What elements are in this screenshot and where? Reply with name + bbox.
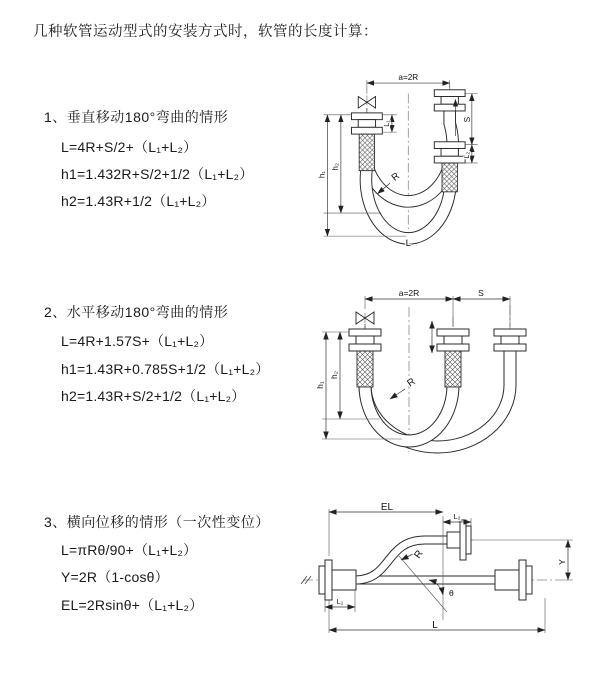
fitting-left [319, 560, 356, 600]
dimension-L2 [443, 512, 471, 526]
section-1-formula-L: L=4R+S/2+（L₁+L₂） [61, 139, 198, 155]
fitting-right-lower [434, 142, 465, 163]
dimension-S [453, 288, 510, 299]
dim-label-S: S [478, 288, 484, 298]
fitting-right-upper [434, 90, 465, 111]
radius-label: R [389, 170, 403, 184]
dim-label-h1: h₁ [317, 170, 327, 179]
fitting-right-lower [495, 560, 532, 600]
dim-label-h2: h₂ [329, 370, 339, 380]
angle-construction [399, 516, 447, 620]
dim-label-L2: L₂ [453, 512, 461, 521]
section-1-formula-h2: h2=1.43R+1/2（L₁+L₂） [61, 193, 216, 209]
dim-label-a2R: a=2R [398, 288, 420, 298]
section-1-formula-h1: h1=1.432R+S/2+1/2（L₁+L₂） [61, 166, 254, 182]
dimension-L1 [382, 115, 397, 132]
section-3-formula-L: L=πRθ/90+（L₁+L₂） [61, 542, 198, 558]
dimension-S [463, 94, 478, 145]
radius-callout [401, 548, 426, 560]
braid-right [442, 163, 457, 192]
dim-label-Y: Y [557, 559, 567, 565]
dimension-EL [329, 502, 443, 556]
fitting-middle [437, 329, 469, 351]
braid-middle [445, 351, 461, 387]
dim-label-h1: h₁ [315, 381, 325, 389]
fitting-left [351, 113, 382, 134]
section-2-heading: 2、水平移动180°弯曲的情形 [44, 304, 229, 320]
dimension-a2R [365, 288, 510, 327]
dim-label-L1: L₁ [382, 120, 392, 127]
dimension-L [329, 598, 545, 633]
dim-label-a2R: a=2R [398, 73, 419, 83]
length-label: L [405, 237, 411, 249]
section-2-formula-h2: h2=1.43R+S/2+1/2（L₁+L₂） [61, 388, 246, 404]
dim-label-L: L [432, 620, 438, 631]
fitting-left [349, 329, 381, 351]
section-3-heading: 3、横向位移的情形（一次性变位） [44, 514, 270, 530]
fitting-right [494, 329, 526, 351]
radius-callout [390, 376, 418, 399]
radius-label: R [405, 376, 418, 390]
vertical-180-bend-diagram [312, 68, 572, 256]
dim-label-EL: EL [380, 502, 394, 513]
hose-displaced-position [355, 540, 449, 580]
braid-left [357, 351, 373, 387]
dim-label-L2: L₂ [461, 151, 471, 159]
dim-label-h2: h₂ [331, 162, 340, 171]
section-3-formula-EL: EL=2Rsinθ+（L₁+L₂） [61, 597, 204, 613]
section-1-heading: 1、垂直移动180°弯曲的情形 [44, 109, 229, 125]
braid-left [359, 134, 374, 171]
angle-label: θ [449, 588, 454, 598]
dim-label-L1: L₁ [336, 597, 344, 606]
lateral-displacement-diagram [296, 502, 588, 642]
radius-label: R [412, 548, 426, 561]
section-3-formula-Y: Y=2R（1-cosθ） [61, 569, 169, 585]
section-2-formula-L: L=4R+1.57S+（L₁+L₂） [61, 333, 214, 349]
fitting-right-upper [447, 520, 471, 560]
section-2-formula-h1: h1=1.43R+0.785S+1/2（L₁+L₂） [61, 361, 270, 377]
horizontal-180-bend-diagram [310, 286, 590, 458]
page-title: 几种软管运动型式的安装方式时，软管的长度计算： [33, 24, 378, 40]
dim-label-S: S [462, 116, 472, 123]
